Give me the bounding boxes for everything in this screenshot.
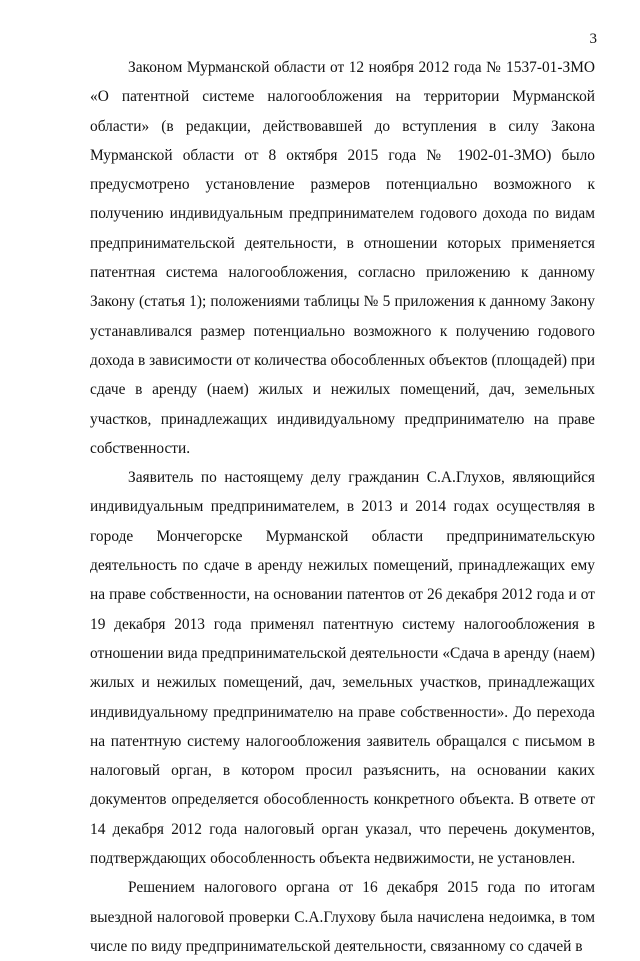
page-number: 3 xyxy=(589,31,597,47)
document-body xyxy=(90,53,595,961)
paragraph-tax-decision: Решением налогового органа от 16 декабря 2015 года по итогам выездной налоговой проверки С.А.Глухову была начислена недоимка, в том числе по виду предпринимательской деятельности, связанному со сдачей в xyxy=(90,879,595,955)
paragraph-applicant: Заявитель по настоящему делу гражданин С.А.Глухов, являющийся индивидуальным предпринимателем, в 2013 и 2014 годах осуществляя в городе Мончегорске Мурманской области предпринимательскую деятельность по сдаче в аренду нежилых помещений, принадлежащих ему на праве собственности, на основании патентов от 26 декабря 2012 года и от 19 декабря 2013 года применял патентную систему налогообложения в отношении вида предпринимательской деятельности «Сдача в аренду (наем) жилых и нежилых помещений, дач, земельных участков, принадлежащих индивидуальному предпринимателю на праве собственности». До перехода на патентную систему налогообложения заявитель обращался с письмом в налоговый орган, в котором просил разъяснить, на основании каких документов определяется обособленность конкретного объекта. В ответе от 14 декабря 2012 года налоговый орган указал, что перечень документов, подтверждающих обособленность объекта недвижимости, не установлен. xyxy=(90,469,595,868)
paragraph-law-reference: Законом Мурманской области от 12 ноября 2012 года № 1537-01-ЗМО «О патентной системе налогообложения на территории Мурманской области» (в редакции, действовавшей до вступления в силу Закона Мурманской области от 8 октября 2015 года № 1902-01-ЗМО) было предусмотрено установление размеров потенциально возможного к получению индивидуальным предпринимателем годового дохода по видам предпринимательской деятельности, в отношении которых применяется патентная система налогообложения, согласно приложению к данному Закону (статья 1); положениями таблицы № 5 приложения к данному Закону устанавливался размер потенциально возможного к получению годового дохода в зависимости от количества обособленных объектов (площадей) при сдаче в аренду (наем) жилых и нежилых помещений, дач, земельных участков, принадлежащих индивидуальному предпринимателю на праве собственности. xyxy=(90,59,595,457)
